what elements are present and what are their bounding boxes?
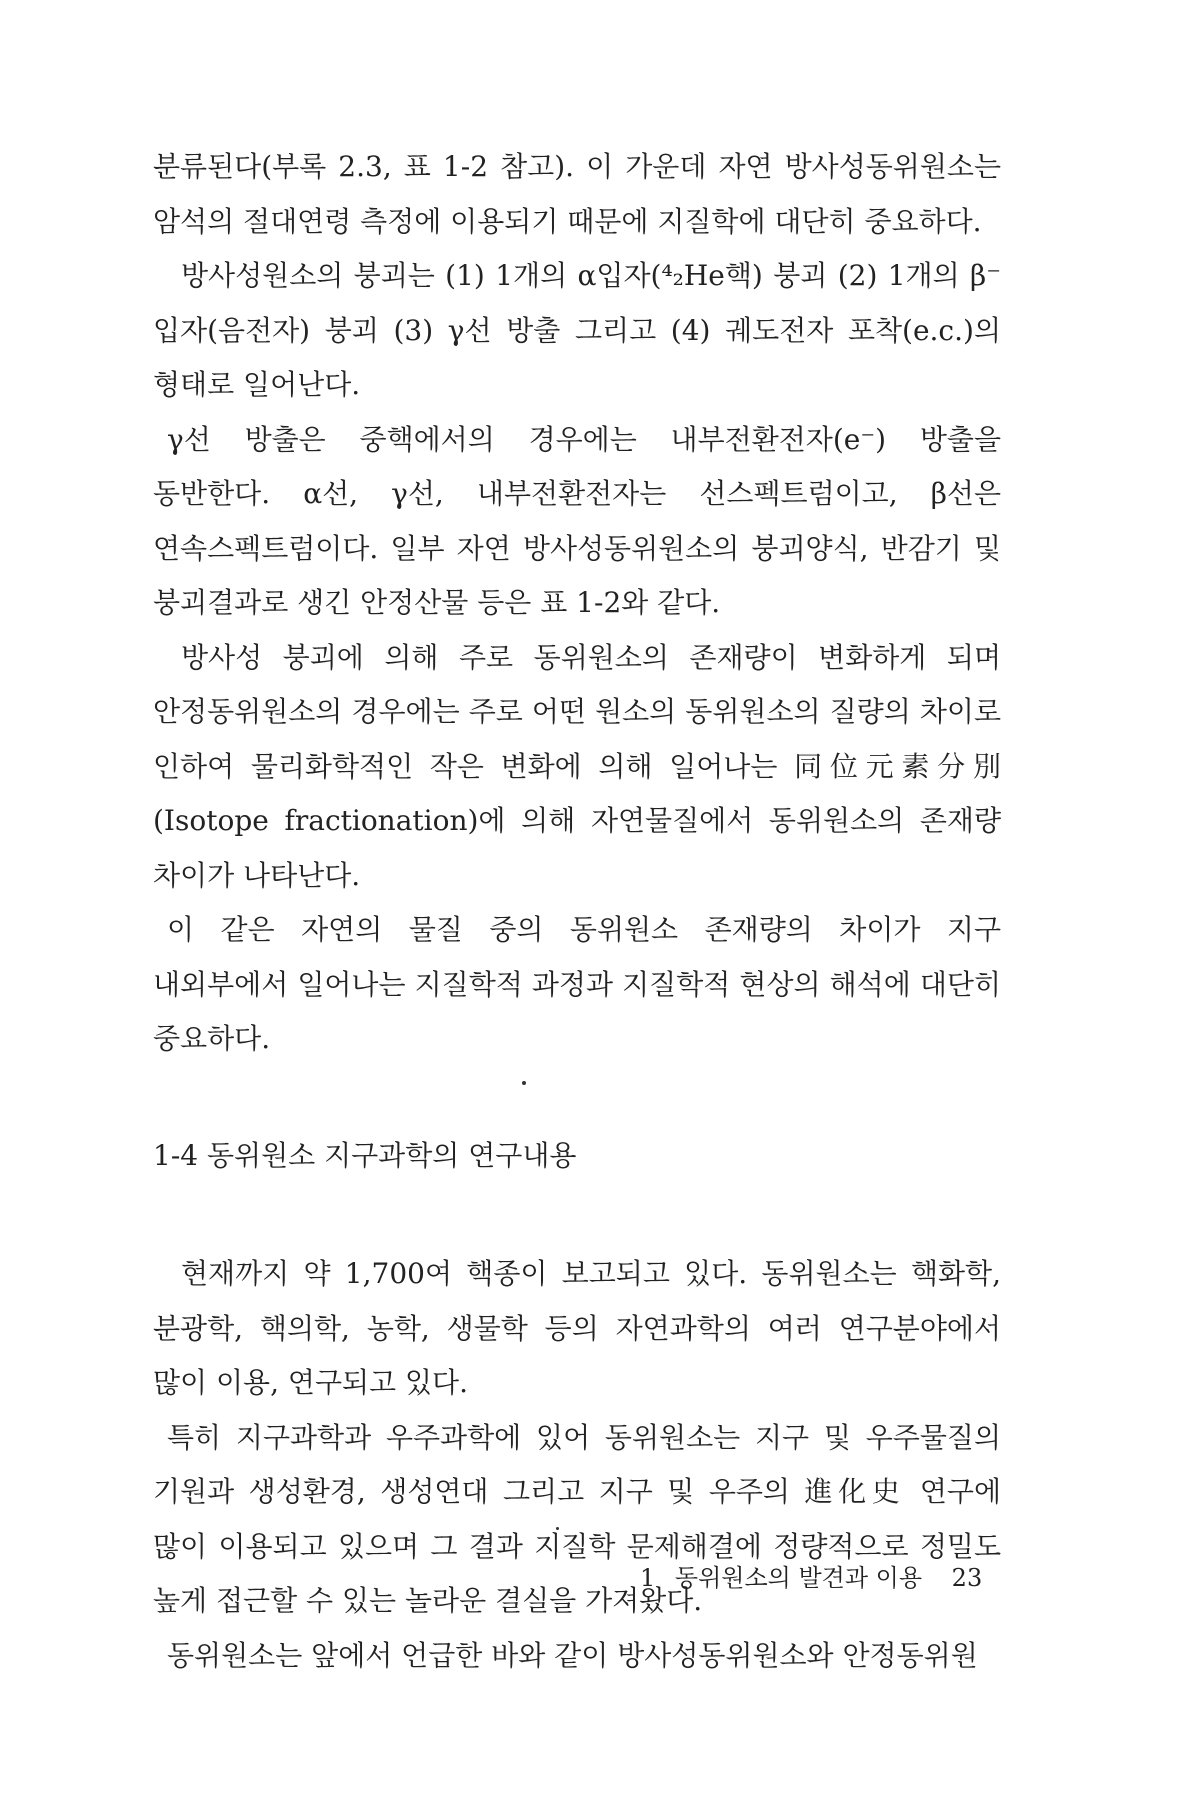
section-heading: 1-4 동위원소 지구과학의 연구내용 [153,1138,577,1172]
print-speck [522,1081,526,1085]
paragraph-decay-modes: 방사성원소의 붕괴는 (1) 1개의 α입자(⁴₂He핵) 붕괴 (2) 1개의 β⁻입자(음전자) 붕괴 (3) γ선 방출 그리고 (4) 궤도전자 포착(e.c.)의 형태로 일어난다. [153,259,1001,401]
paragraph-isotope-types: 동위원소는 앞에서 언급한 바와 같이 방사성동위원소와 안정동위원 [167,1638,978,1672]
paragraph-gamma-emission: γ선 방출은 중핵에서의 경우에는 내부전환전자(e⁻) 방출을 동반한다. α선, γ선, 내부전환전자는 선스펙트럼이고, β선은 연속스펙트럼이다. 일부 자연 방사성동위원소의 붕괴양식, 반감기 및 붕괴결과로 생긴 안정산물 등은 표 1-2와 같다. [153,422,1001,619]
paragraph-earth-science: 특히 지구과학과 우주과학에 있어 동위원소는 지구 및 우주물질의 기원과 생성환경, 생성연대 그리고 지구 및 우주의 進化史 연구에 많이 이용되고 있으며 그 결과 지질학 문제해결에 정량적으로 정밀도 높게 접근할 수 있는 놀라운 결실을 가져왔다. [153,1420,1001,1617]
footer-chapter-number: 1 [640,1564,656,1592]
print-speck [556,1527,559,1530]
paragraph-abundance-importance: 이 같은 자연의 물질 중의 동위원소 존재량의 차이가 지구 내외부에서 일어나는 지질학적 과정과 지질학적 현상의 해석에 대단히 중요하다. [153,913,1001,1055]
page-footer [640,1563,1000,1593]
paragraph-isotope-fractionation: 방사성 붕괴에 의해 주로 동위원소의 존재량이 변화하게 되며 안정동위원소의 경우에는 주로 어떤 원소의 동위원소의 질량의 차이로 인하여 물리화학적인 작은 변화에 의해 일어나는 同位元素分別(Isotope fractionation)에 의해 자연물질에서 동위원소의 존재량 차이가 나타난다. [153,640,1001,892]
page-number: 23 [951,1564,983,1592]
paragraph-intro: 분류된다(부록 2.3, 표 1-2 참고). 이 가운데 자연 방사성동위원소는 암석의 절대연령 측정에 이용되기 때문에 지질학에 대단히 중요하다. [153,150,1001,238]
paragraph-nuclides: 현재까지 약 1,700여 핵종이 보고되고 있다. 동위원소는 핵화학, 분광학, 핵의학, 농학, 생물학 등의 자연과학의 여러 연구분야에서 많이 이용, 연구되고 있다. [153,1257,1001,1399]
footer-chapter-title: 동위원소의 발견과 이용 [674,1564,923,1592]
page-body [153,140,1001,1683]
